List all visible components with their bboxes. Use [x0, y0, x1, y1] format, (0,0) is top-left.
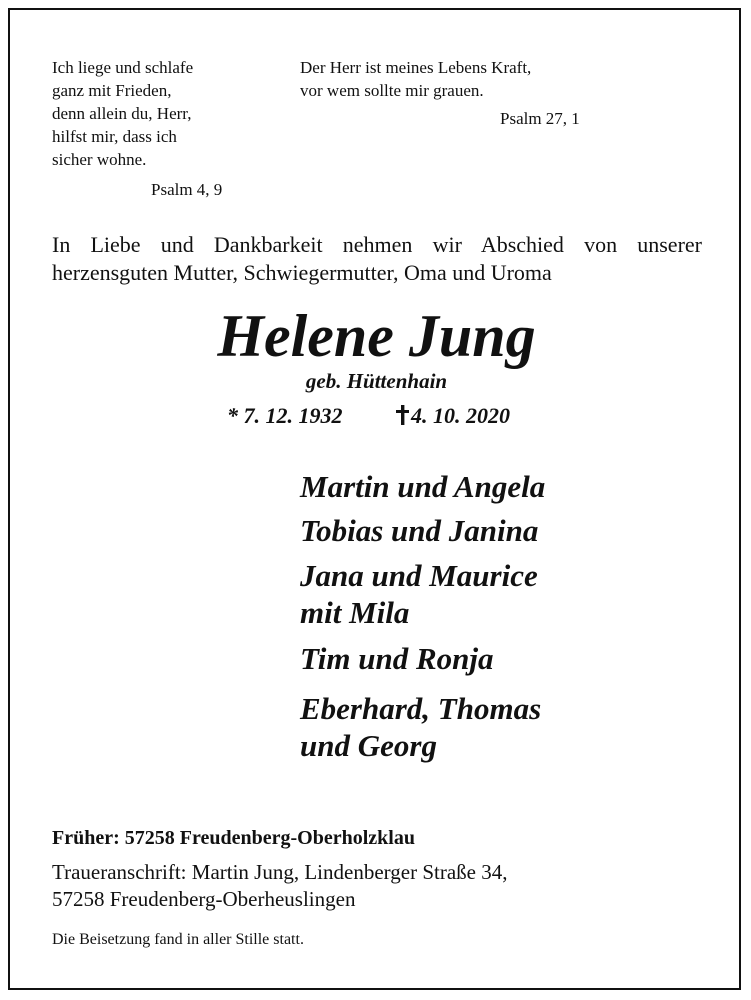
death-date-group — [396, 403, 510, 429]
mourning-address-line: Traueranschrift: Martin Jung, Lindenberger Straße 34, — [52, 860, 508, 884]
verse-line: hilfst mir, dass ich — [52, 127, 177, 146]
family-line: und Georg — [300, 728, 437, 763]
verse-line: denn allein du, Herr, — [52, 104, 192, 123]
mourning-address — [52, 859, 507, 913]
intro-line-2: herzensguten Mutter, Schwiegermutter, Oma und Uroma — [52, 260, 552, 285]
intro-text — [52, 231, 702, 287]
family-group — [300, 640, 494, 677]
family-line: mit Mila — [300, 595, 410, 630]
family-line: Tim und Ronja — [300, 641, 494, 676]
verse-line: sicher wohne. — [52, 150, 147, 169]
intro-line-1: In Liebe und Dankbarkeit nehmen wir Abschied von unserer — [52, 232, 702, 257]
cross-icon — [396, 405, 409, 425]
family-line: Tobias und Janina — [300, 513, 539, 548]
verse-right-reference: Psalm 27, 1 — [500, 109, 580, 128]
mourning-address-line: 57258 Freudenberg-Oberheuslingen — [52, 887, 356, 911]
family-group — [300, 512, 538, 549]
obituary-notice — [8, 8, 741, 990]
verse-line: ganz mit Frieden, — [52, 81, 172, 100]
family-group — [300, 690, 541, 764]
family-group — [300, 468, 545, 505]
bible-verse-left — [52, 56, 193, 171]
burial-note: Die Beisetzung fand in aller Stille statt. — [52, 931, 304, 948]
family-line: Eberhard, Thomas — [300, 691, 542, 726]
birth-name: geb. Hüttenhain — [305, 369, 448, 393]
verse-line: Der Herr ist meines Lebens Kraft, — [300, 58, 532, 77]
former-address: Früher: 57258 Freudenberg-Oberholzklau — [52, 827, 415, 849]
deceased-name: Helene Jung — [217, 303, 536, 369]
birth-date: * 7. 12. 1932 — [227, 403, 343, 428]
verse-line: vor wem sollte mir grauen. — [300, 81, 484, 100]
death-date: 4. 10. 2020 — [411, 403, 510, 428]
family-line: Martin und Angela — [300, 469, 546, 504]
family-group — [300, 557, 538, 631]
verse-left-reference: Psalm 4, 9 — [151, 180, 223, 199]
family-line: Jana und Maurice — [300, 558, 538, 593]
verse-line: Ich liege und schlafe — [52, 58, 194, 77]
bible-verse-right — [300, 56, 531, 102]
